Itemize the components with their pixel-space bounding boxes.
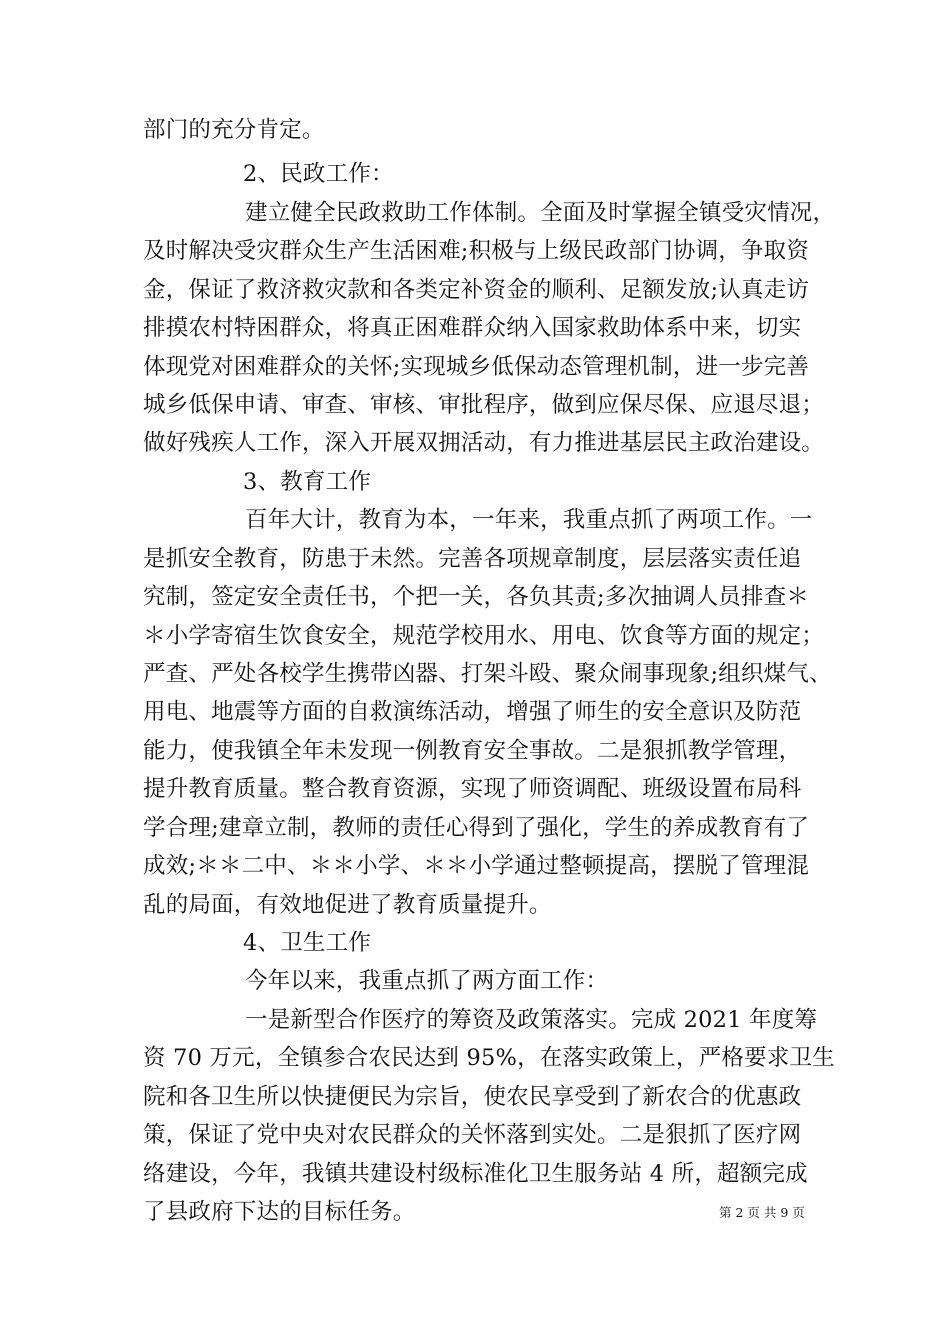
text-line: 用电、地震等方面的自救演练活动，增强了师生的安全意识及防范 <box>143 699 802 725</box>
text-line: 体现党对困难群众的关怀;实现城乡低保动态管理机制，进一步完善 <box>143 354 810 380</box>
text-line: 排摸农村特困群众，将真正困难群众纳入国家救助体系中来，切实 <box>143 315 802 341</box>
text-line: 是抓安全教育，防患于未然。完善各项规章制度，层层落实责任追 <box>143 546 802 572</box>
text-line: 成效;＊＊二中、＊＊小学、＊＊小学通过整顿提高，摆脱了管理混 <box>143 853 810 879</box>
text-line: 学合理;建章立制，教师的责任心得到了强化，学生的养成教育有了 <box>143 815 810 841</box>
text-line: 乱的局面，有效地促进了教育质量提升。 <box>143 892 552 918</box>
section-heading: 4、卫生工作 <box>243 930 372 956</box>
text-line: 提升教育质量。整合教育资源，实现了师资调配、班级设置布局科 <box>143 776 802 802</box>
text-line: 院和各卫生所以快捷便民为宗旨，使农民享受到了新农合的优惠政 <box>143 1084 802 1110</box>
text-line: 城乡低保申请、审查、审核、审批程序，做到应保尽保、应退尽退； <box>143 392 825 418</box>
text-line: 一是新型合作医疗的筹资及政策落实。完成 2021 年度筹 <box>245 1007 818 1033</box>
text-line: 做好残疾人工作，深入开展双拥活动，有力推进基层民主政治建设。 <box>143 430 825 456</box>
text-line: 百年大计，教育为本，一年来，我重点抓了两项工作。一 <box>245 507 813 533</box>
text-line: 严查、严处各校学生携带凶器、打架斗殴、聚众闹事现象;组织煤气、 <box>143 661 832 687</box>
text-line: 了县政府下达的目标任务。 <box>143 1199 416 1225</box>
page-number: 第 2 页 共 9 页 <box>719 1205 805 1220</box>
text-line: 建立健全民政救助工作体制。全面及时掌握全镇受灾情况， <box>245 200 836 226</box>
text-line: 络建设，今年，我镇共建设村级标准化卫生服务站 4 所，超额完成 <box>143 1161 808 1187</box>
text-line: 及时解决受灾群众生产生活困难;积极与上级民政部门协调，争取资 <box>143 238 810 264</box>
text-line: 资 70 万元，全镇参合农民达到 95%，在落实政策上，严格要求卫生 <box>143 1045 835 1071</box>
section-heading: 3、教育工作 <box>243 469 372 495</box>
section-heading: 2、民政工作： <box>243 161 394 187</box>
text-line: ＊小学寄宿生饮食安全，规范学校用水、用电、饮食等方面的规定； <box>143 623 825 649</box>
text-line: 究制，签定安全责任书，个把一关，各负其责;多次抽调人员排查＊ <box>143 584 810 610</box>
text-line: 部门的充分肯定。 <box>143 117 325 143</box>
text-line: 能力，使我镇全年未发现一例教育安全事故。二是狠抓教学管理， <box>143 738 802 764</box>
text-line: 策，保证了党中央对农民群众的关怀落到实处。二是狠抓了医疗网 <box>143 1122 802 1148</box>
text-line: 金，保证了救济救灾款和各类定补资金的顺利、足额发放;认真走访 <box>143 277 810 303</box>
text-line: 今年以来，我重点抓了两方面工作： <box>245 968 609 994</box>
